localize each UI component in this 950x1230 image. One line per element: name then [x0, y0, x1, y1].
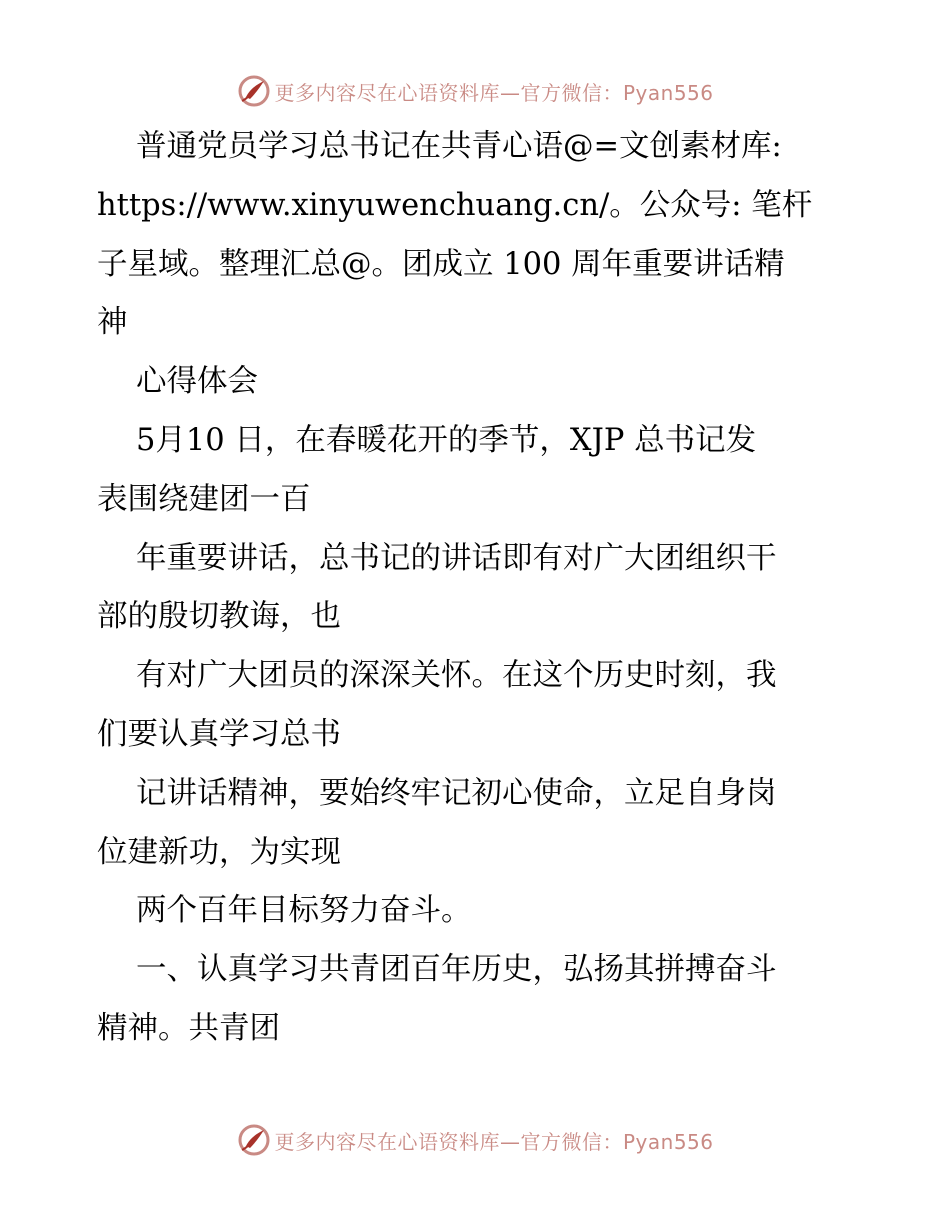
watermark-brand: 更多内容尽在心语资料库	[274, 80, 500, 105]
watermark-wechat-id: Pyan556	[622, 80, 714, 105]
text-line: 一、认真学习共青团百年历史，弘扬其拼搏奋斗	[136, 952, 777, 988]
watermark-wechat-id: Pyan556	[622, 1129, 714, 1154]
watermark-wechat-label: 官方微信：	[520, 1129, 623, 1154]
document-body	[97, 118, 857, 1059]
brush-circle-logo-icon	[236, 73, 272, 109]
text-line: 心得体会	[136, 364, 258, 400]
text-line: 普通党员学习总书记在共青心语@=文创素材库:	[136, 129, 782, 164]
text-line: 年重要讲话，总书记的讲话即有对广大团组织干	[136, 540, 777, 576]
watermark-separator: —	[499, 80, 521, 105]
watermark-wechat-label: 官方微信：	[520, 80, 623, 105]
header-watermark	[0, 71, 950, 111]
footer-watermark	[0, 1120, 950, 1160]
text-line: 们要认真学习总书	[97, 716, 341, 752]
watermark-brand: 更多内容尽在心语资料库	[274, 1129, 500, 1154]
text-line: 位建新功，为实现	[97, 834, 341, 870]
text-line: 部的殷切教诲，也	[97, 599, 341, 635]
text-line: https://www.xinyuwenchuang.cn/。公众号: 笔杆	[97, 187, 813, 223]
text-line: 两个百年目标努力奋斗。	[136, 893, 472, 929]
text-line: 5月10 日，在春暖花开的季节，XJP 总书记发	[136, 422, 757, 458]
watermark-separator: —	[499, 1129, 521, 1154]
text-line: 精神。共青团	[97, 1010, 280, 1046]
text-line: 表围绕建团一百	[97, 481, 311, 517]
text-line: 记讲话精神，要始终牢记初心使命，立足自身岗	[136, 775, 777, 811]
text-line: 子星域。整理汇总@。团成立 100 周年重要讲话精	[97, 246, 785, 282]
text-line: 神	[97, 305, 128, 341]
brush-circle-logo-icon	[236, 1122, 272, 1158]
text-line: 有对广大团员的深深关怀。在这个历史时刻，我	[136, 658, 777, 694]
